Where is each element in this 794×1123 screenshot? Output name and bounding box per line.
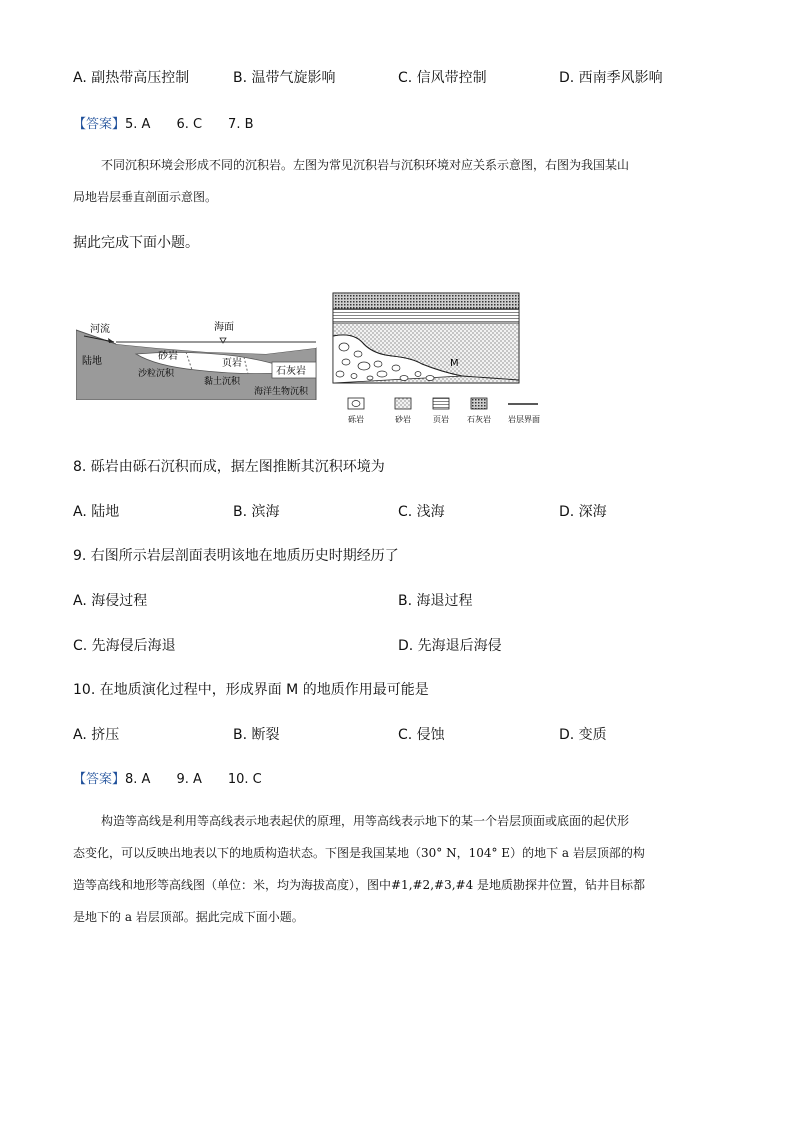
q8-option-a: A. 陆地 [73, 504, 120, 520]
q8-option-d: D. 深海 [559, 504, 607, 520]
passage1-line2: 局地岩层垂直剖面示意图。 [73, 190, 218, 204]
q8-option-c: C. 浅海 [398, 504, 445, 520]
answer-block-2 [73, 768, 262, 787]
sand-gravel-label: 沙粒沉积 [138, 369, 175, 379]
legend-shale-label: 页岩 [433, 415, 449, 424]
passage2-line2: 态变化，可以反映出地表以下的地质构造状态。下图是我国某地（30° N，104° E）的地下 a 岩层顶部的构 [73, 846, 645, 860]
q10-stem: 10. 在地质演化过程中，形成界面 M 的地质作用最可能是 [73, 682, 429, 698]
passage2-line4: 是地下的 a 岩层顶部。据此完成下面小题。 [73, 910, 304, 924]
legend-limestone-label: 石灰岩 [467, 415, 491, 424]
answer-tag: 【答案】 [73, 117, 126, 132]
q7-option-b: B. 温带气旋影响 [233, 70, 336, 86]
instruction-1: 据此完成下面小题。 [73, 235, 199, 251]
q9-option-a: A. 海侵过程 [73, 593, 148, 609]
sea-surface-label: 海面 [214, 322, 234, 333]
answer-tag: 【答案】 [73, 772, 126, 787]
shale-label: 页岩 [222, 358, 242, 369]
q9-option-c: C. 先海侵后海退 [73, 638, 176, 654]
clay-label: 黏土沉积 [204, 377, 241, 387]
answer-block-1 [73, 113, 254, 132]
strata-profile-figure [332, 292, 522, 384]
q8-stem: 8. 砾岩由砾石沉积而成，据左图推断其沉积环境为 [73, 459, 385, 475]
sedimentary-environment-figure [76, 318, 320, 400]
answer-text: 5. A 6. C 7. B [125, 117, 254, 132]
interface-m-label: M [450, 358, 459, 369]
answer-text: 8. A 9. A 10. C [125, 772, 262, 787]
q8-option-b: B. 滨海 [233, 504, 280, 520]
legend-limestone [467, 398, 491, 424]
legend-shale [433, 398, 449, 424]
q7-option-c: C. 信风带控制 [398, 70, 487, 86]
q9-option-d: D. 先海退后海侵 [398, 638, 502, 654]
marine-bio-label: 海洋生物沉积 [254, 387, 309, 397]
legend-interface [508, 404, 540, 424]
strata-legend [340, 396, 550, 426]
q10-option-c: C. 侵蚀 [398, 727, 445, 743]
legend-sandstone-label: 砂岩 [395, 415, 411, 424]
q10-option-b: B. 断裂 [233, 727, 280, 743]
sandstone-label: 砂岩 [158, 351, 178, 362]
legend-interface-label: 岩层界面 [508, 415, 540, 424]
q7-option-a: A. 副热带高压控制 [73, 70, 190, 86]
river-label: 河流 [90, 324, 110, 335]
passage2-line1: 构造等高线是利用等高线表示地表起伏的原理，用等高线表示地下的某一个岩层顶面或底面的起伏形 [101, 814, 630, 828]
q7-option-d: D. 西南季风影响 [559, 70, 663, 86]
q9-option-b: B. 海退过程 [398, 593, 473, 609]
limestone-label: 石灰岩 [276, 366, 306, 377]
q10-option-a: A. 挤压 [73, 727, 120, 743]
legend-sandstone [395, 398, 411, 424]
land-label: 陆地 [82, 356, 102, 367]
passage1-line1: 不同沉积环境会形成不同的沉积岩。左图为常见沉积岩与沉积环境对应关系示意图，右图为我国某山 [101, 158, 630, 172]
q10-option-d: D. 变质 [559, 727, 607, 743]
legend-conglomerate [348, 398, 364, 424]
passage2-line3: 造等高线和地形等高线图（单位：米，均为海拔高度），图中#1,#2,#3,#4 是地质勘探井位置，钻井目标都 [73, 878, 646, 892]
q9-stem: 9. 右图所示岩层剖面表明该地在地质历史时期经历了 [73, 548, 399, 564]
legend-conglomerate-label: 砾岩 [348, 415, 364, 424]
